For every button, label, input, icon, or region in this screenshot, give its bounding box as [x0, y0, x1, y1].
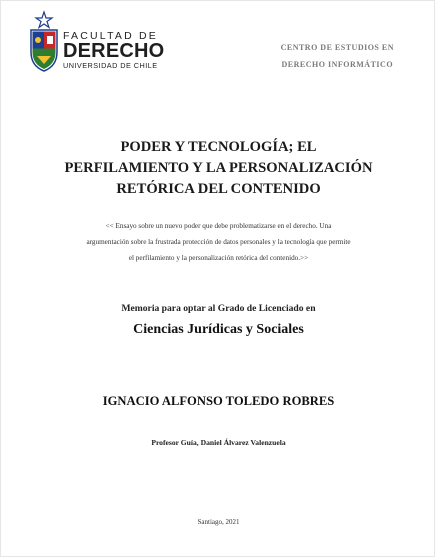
- memoria-statement: Memoria para optar al Grado de Licenciado en: [121, 303, 316, 314]
- place-date: Santiago, 2021: [197, 518, 240, 526]
- logo-university-label: UNIVERSIDAD DE CHILE: [63, 61, 158, 70]
- research-center-name: [281, 39, 394, 73]
- logo-wordmark: [63, 31, 164, 70]
- research-center-line-1: CENTRO DE ESTUDIOS EN: [280, 43, 394, 52]
- title-line-3: RETÓRICA DEL CONTENIDO: [116, 181, 321, 197]
- advisor-name: Profesor Guía, Daniel Álvarez Valenzuela: [151, 438, 286, 447]
- title-line-2: PERFILAMIENTO Y LA PERSONALIZACIÓN: [64, 160, 373, 176]
- logo-faculty-label: FACULTAD DE: [63, 30, 158, 42]
- faculty-logo: [29, 10, 164, 72]
- abstract-line-1: << Ensayo sobre un nuevo poder que debe problematizarse en el derecho. Una: [105, 222, 332, 230]
- logo-derecho-label: DERECHO: [63, 40, 165, 62]
- degree-name: Ciencias Jurídicas y Sociales: [133, 322, 304, 337]
- document-abstract: [51, 218, 386, 266]
- document-title: [31, 137, 406, 200]
- research-center-line-2: DERECHO INFORMÁTICO: [281, 60, 394, 69]
- abstract-line-2: argumentación sobre la frustrada protección de datos personales y la tecnología que permite: [86, 238, 351, 246]
- university-seal-icon: [29, 10, 59, 72]
- abstract-line-3: el perfilamiento y la personalización retórica del contenido.>>: [128, 254, 309, 262]
- author-name: IGNACIO ALFONSO TOLEDO ROBRES: [102, 394, 335, 408]
- title-line-1: PODER Y TECNOLOGÍA; EL: [120, 139, 317, 155]
